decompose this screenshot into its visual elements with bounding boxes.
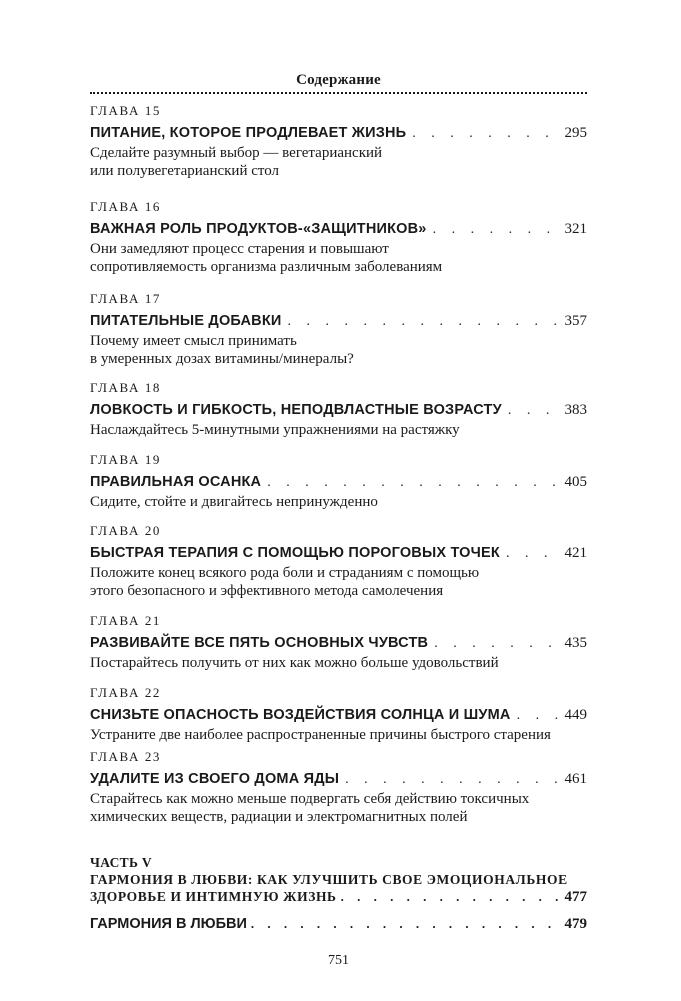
- part-title-line-2: ЗДОРОВЬЕ И ИНТИМНУЮ ЖИЗНЬ: [90, 889, 337, 904]
- dot-leader: [511, 705, 559, 727]
- chapter-subtitle: Сидите, стойте и двигайтесь непринужденно: [90, 494, 378, 510]
- chapter-title: РАЗВИВАЙТЕ ВСЕ ПЯТЬ ОСНОВНЫХ ЧУВСТВ: [90, 635, 429, 651]
- dot-leader: [502, 400, 559, 422]
- chapter-title: ПИТАНИЕ, КОТОРОЕ ПРОДЛЕВАЕТ ЖИЗНЬ: [90, 125, 407, 141]
- chapter-title-row: [90, 471, 587, 493]
- toc-entry-chapter-22[interactable]: [90, 684, 587, 744]
- part-title-row: [90, 888, 587, 906]
- toc-entry-chapter-21[interactable]: [90, 612, 587, 672]
- chapter-subtitle: Постарайтесь получить от них как можно больше удовольствий: [90, 655, 499, 671]
- part-label: ЧАСТЬ V: [90, 855, 152, 870]
- chapter-title: ВАЖНАЯ РОЛЬ ПРОДУКТОВ-«ЗАЩИТНИКОВ»: [90, 221, 427, 237]
- chapter-subtitle: Сделайте разумный выбор — вегетарианский или полувегетарианский стол: [90, 145, 383, 179]
- chapter-page-number: 321: [564, 221, 587, 237]
- chapter-title-row: [90, 310, 587, 332]
- chapter-page-number: 357: [564, 313, 587, 329]
- chapter-title: СНИЗЬТЕ ОПАСНОСТЬ ВОЗДЕЙСТВИЯ СОЛНЦА И ШУМА: [90, 707, 511, 723]
- chapter-subtitle: Устраните две наиболее распространенные причины быстрого старения: [90, 727, 551, 743]
- toc-entry-part-5[interactable]: [90, 854, 587, 906]
- chapter-title: ПРАВИЛЬНАЯ ОСАНКА: [90, 474, 262, 490]
- header-dotted-rule: [90, 92, 587, 94]
- chapter-subtitle: Положите конец всякого рода боли и страданиям с помощью этого безопасного и эффективного метода самолечения: [90, 565, 480, 599]
- toc-entry-chapter-15[interactable]: [90, 102, 587, 180]
- chapter-title-row: [90, 399, 587, 421]
- chapter-number: ГЛАВА 23: [90, 749, 162, 764]
- chapter-subtitle: Старайтесь как можно меньше подвергать себя действию токсичных химических веществ, радиации и электромагнитных полей: [90, 791, 530, 825]
- chapter-subtitle: Почему имеет смысл принимать в умеренных дозах витамины/минералы?: [90, 333, 354, 367]
- page-header-title: Содержание: [296, 72, 381, 88]
- chapter-subtitle: Они замедляют процесс старения и повышают сопротивляемость организма различным заболеваниям: [90, 241, 443, 275]
- dot-leader: [500, 543, 559, 565]
- chapter-title-row: [90, 542, 587, 564]
- chapter-number: ГЛАВА 20: [90, 523, 162, 538]
- toc-entry-chapter-19[interactable]: [90, 451, 587, 511]
- dot-leader: [337, 888, 559, 905]
- chapter-number: ГЛАВА 17: [90, 291, 162, 306]
- chapter-title: ЛОВКОСТЬ И ГИБКОСТЬ, НЕПОДВЛАСТНЫЕ ВОЗРАСТУ: [90, 402, 502, 418]
- chapter-title-row: [90, 218, 587, 240]
- chapter-page-number: 461: [564, 771, 587, 787]
- chapter-title-row: [90, 122, 587, 144]
- chapter-title: УДАЛИТЕ ИЗ СВОЕГО ДОМА ЯДЫ: [90, 771, 340, 787]
- chapter-page-number: 421: [564, 545, 587, 561]
- toc-entry-chapter-18[interactable]: [90, 379, 587, 439]
- page-folio-number: 751: [328, 953, 349, 968]
- dot-leader: [282, 311, 559, 333]
- toc-entry-chapter-16[interactable]: [90, 198, 587, 276]
- chapter-number: ГЛАВА 19: [90, 452, 162, 467]
- dot-leader: [406, 123, 558, 145]
- part-page-number: 477: [564, 889, 587, 905]
- chapter-page-number: 435: [564, 635, 587, 651]
- chapter-title-row: [90, 632, 587, 654]
- chapter-page-number: 383: [564, 402, 587, 418]
- chapter-page-number: 295: [564, 125, 587, 141]
- chapter-title: ПИТАТЕЛЬНЫЕ ДОБАВКИ: [90, 313, 282, 329]
- chapter-number: ГЛАВА 16: [90, 199, 162, 214]
- chapter-number: ГЛАВА 15: [90, 103, 162, 118]
- chapter-number: ГЛАВА 22: [90, 685, 162, 700]
- dot-leader: [247, 914, 559, 934]
- dot-leader: [261, 472, 558, 494]
- part-title-line-1: ГАРМОНИЯ В ЛЮБВИ: КАК УЛУЧШИТЬ СВОЕ ЭМОЦИОНАЛЬНОЕ: [90, 872, 568, 887]
- toc-entry-chapter-23[interactable]: [90, 748, 587, 826]
- chapter-title: БЫСТРАЯ ТЕРАПИЯ С ПОМОЩЬЮ ПОРОГОВЫХ ТОЧЕК: [90, 545, 500, 561]
- chapter-number: ГЛАВА 18: [90, 380, 162, 395]
- chapter-page-number: 405: [564, 474, 587, 490]
- toc-entry-chapter-20[interactable]: [90, 522, 587, 600]
- dot-leader: [428, 633, 558, 655]
- chapter-number: ГЛАВА 21: [90, 613, 162, 628]
- chapter-title-row: [90, 768, 587, 790]
- section-title: ГАРМОНИЯ В ЛЮБВИ: [90, 916, 247, 932]
- chapter-title-row: [90, 704, 587, 726]
- toc-entry-harmony-in-love[interactable]: [90, 914, 587, 934]
- dot-leader: [427, 219, 559, 241]
- dot-leader: [339, 769, 558, 791]
- chapter-page-number: 449: [564, 707, 587, 723]
- toc-entry-chapter-17[interactable]: [90, 290, 587, 368]
- chapter-subtitle: Наслаждайтесь 5-минутными упражнениями на растяжку: [90, 422, 460, 438]
- section-page-number: 479: [564, 916, 587, 932]
